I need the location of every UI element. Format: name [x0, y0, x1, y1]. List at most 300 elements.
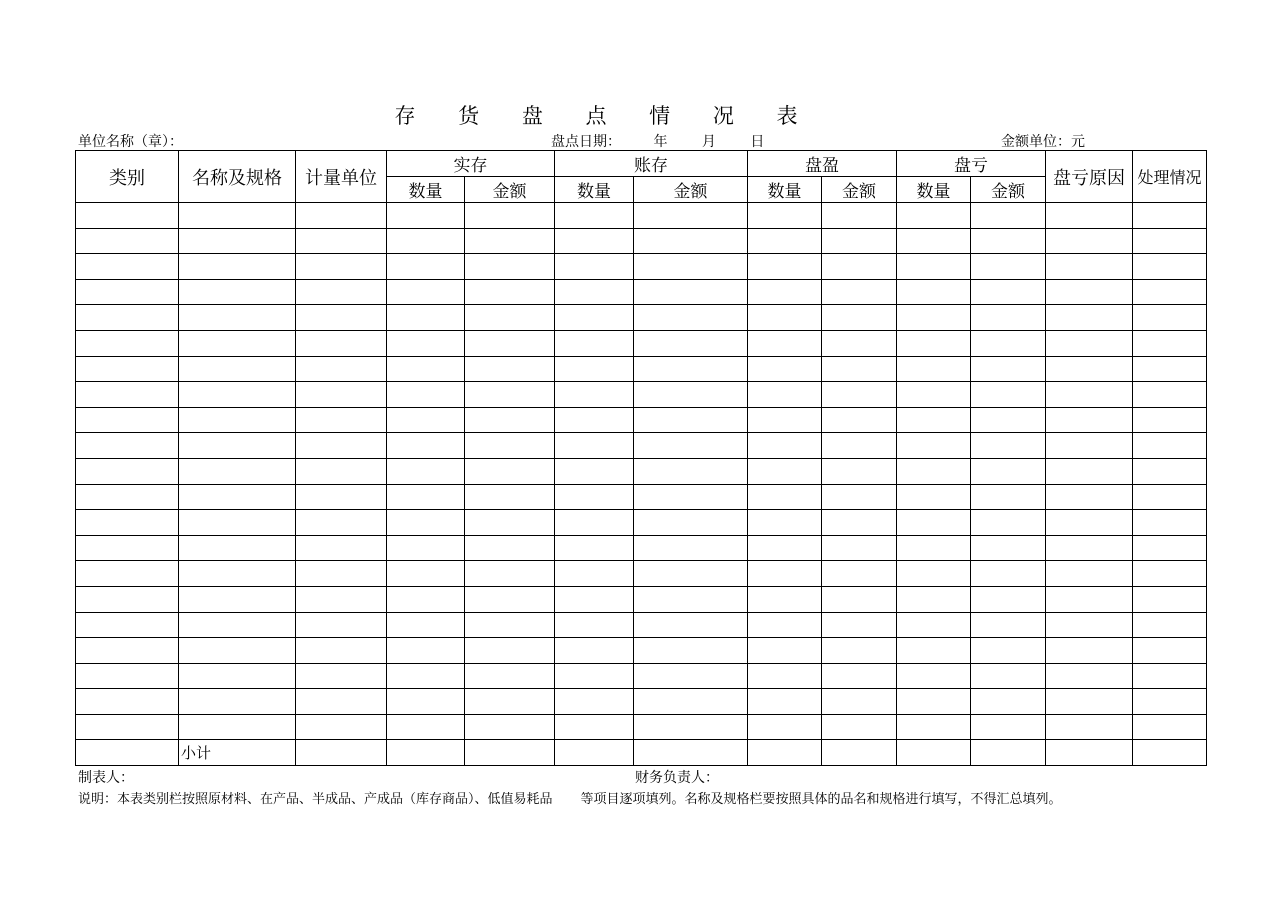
table-cell[interactable] [748, 356, 822, 382]
header-category: 类别 [76, 151, 179, 203]
table-cell[interactable] [296, 356, 387, 382]
table-cell[interactable] [296, 254, 387, 280]
table-cell[interactable] [1133, 561, 1207, 587]
table-cell[interactable] [748, 254, 822, 280]
table-cell[interactable] [76, 407, 179, 433]
table-cell[interactable] [748, 586, 822, 612]
table-cell[interactable] [179, 586, 296, 612]
table-cell[interactable] [296, 535, 387, 561]
table-cell[interactable] [296, 203, 387, 229]
table-cell[interactable] [555, 740, 634, 766]
table-cell[interactable] [296, 330, 387, 356]
table-cell[interactable] [822, 689, 897, 715]
table-cell[interactable] [465, 535, 555, 561]
table-cell[interactable] [465, 228, 555, 254]
table-cell[interactable] [76, 484, 179, 510]
table-cell[interactable] [634, 535, 748, 561]
table-cell[interactable] [465, 586, 555, 612]
table-cell[interactable] [748, 638, 822, 664]
table-cell[interactable] [465, 689, 555, 715]
table-cell[interactable] [76, 586, 179, 612]
table-cell[interactable] [822, 279, 897, 305]
table-cell[interactable] [971, 612, 1046, 638]
table-cell[interactable] [1046, 228, 1133, 254]
table-cell[interactable] [897, 663, 971, 689]
table-cell[interactable] [76, 330, 179, 356]
table-cell[interactable] [296, 433, 387, 459]
table-cell[interactable] [76, 535, 179, 561]
table-cell[interactable] [555, 638, 634, 664]
table-cell[interactable] [1133, 279, 1207, 305]
table-cell[interactable] [748, 458, 822, 484]
table-cell[interactable] [555, 510, 634, 536]
table-cell[interactable] [748, 228, 822, 254]
table-cell[interactable] [748, 740, 822, 766]
table-cell[interactable] [76, 458, 179, 484]
table-cell[interactable] [822, 433, 897, 459]
table-cell[interactable] [179, 535, 296, 561]
table-cell[interactable] [634, 433, 748, 459]
table-cell[interactable] [634, 330, 748, 356]
table-cell[interactable] [971, 663, 1046, 689]
table-cell[interactable] [387, 586, 465, 612]
table-cell[interactable] [179, 305, 296, 331]
table-cell[interactable] [634, 740, 748, 766]
table-cell[interactable] [387, 612, 465, 638]
table-cell[interactable] [1046, 561, 1133, 587]
table-cell[interactable] [76, 254, 179, 280]
table-cell[interactable] [1046, 535, 1133, 561]
header-surplus: 盘盈 [748, 151, 897, 177]
table-cell[interactable] [1133, 228, 1207, 254]
table-cell[interactable] [296, 714, 387, 740]
table-cell[interactable] [1046, 612, 1133, 638]
table-cell[interactable] [1133, 689, 1207, 715]
table-cell[interactable] [465, 254, 555, 280]
table-cell[interactable] [296, 382, 387, 408]
table-cell[interactable] [822, 714, 897, 740]
table-row [76, 382, 1207, 408]
table-cell[interactable] [555, 484, 634, 510]
table-cell[interactable] [897, 689, 971, 715]
table-cell[interactable] [897, 561, 971, 587]
table-cell[interactable] [1133, 484, 1207, 510]
note-part-1: 说明：本表类别栏按照原材料、在产品、半成品、产成品（库存商品）、低值易耗品 [78, 792, 553, 807]
table-cell[interactable] [387, 510, 465, 536]
table-cell[interactable] [634, 510, 748, 536]
table-cell[interactable] [1046, 382, 1133, 408]
table-cell[interactable] [897, 740, 971, 766]
table-cell[interactable] [555, 612, 634, 638]
table-cell[interactable] [634, 663, 748, 689]
table-cell[interactable] [897, 714, 971, 740]
table-cell[interactable] [1046, 203, 1133, 229]
table-cell[interactable] [179, 663, 296, 689]
table-cell[interactable] [465, 484, 555, 510]
table-cell[interactable] [971, 254, 1046, 280]
table-cell[interactable] [76, 689, 179, 715]
table-cell[interactable] [897, 356, 971, 382]
table-cell[interactable] [555, 561, 634, 587]
table-cell[interactable] [971, 638, 1046, 664]
table-row [76, 612, 1207, 638]
table-cell[interactable] [1133, 714, 1207, 740]
table-cell[interactable] [387, 254, 465, 280]
table-cell[interactable] [634, 612, 748, 638]
table-cell[interactable] [76, 228, 179, 254]
table-cell[interactable] [555, 330, 634, 356]
table-cell[interactable] [634, 228, 748, 254]
table-cell[interactable] [465, 714, 555, 740]
money-unit-label: 金额单位：元 [1001, 134, 1085, 150]
table-cell[interactable] [1133, 663, 1207, 689]
table-cell[interactable] [296, 407, 387, 433]
table-cell[interactable] [555, 407, 634, 433]
table-cell[interactable] [897, 330, 971, 356]
table-cell[interactable] [822, 535, 897, 561]
table-cell[interactable] [634, 458, 748, 484]
table-cell[interactable] [555, 689, 634, 715]
table-cell[interactable] [822, 305, 897, 331]
table-cell[interactable] [1133, 612, 1207, 638]
table-cell[interactable] [296, 689, 387, 715]
table-cell[interactable] [897, 254, 971, 280]
table-cell[interactable] [555, 279, 634, 305]
table-cell[interactable] [634, 305, 748, 331]
table-cell[interactable] [296, 663, 387, 689]
table-cell[interactable] [822, 382, 897, 408]
table-cell[interactable] [897, 638, 971, 664]
table-cell[interactable] [971, 305, 1046, 331]
table-cell[interactable] [555, 382, 634, 408]
table-cell[interactable] [296, 612, 387, 638]
table-cell[interactable] [76, 638, 179, 664]
table-cell[interactable] [634, 689, 748, 715]
table-cell[interactable] [387, 356, 465, 382]
table-cell[interactable] [179, 228, 296, 254]
instruction-note [78, 788, 1062, 807]
table-cell[interactable] [971, 714, 1046, 740]
table-cell[interactable] [971, 407, 1046, 433]
table-cell[interactable] [179, 689, 296, 715]
header-loss: 盘亏 [897, 151, 1046, 177]
table-cell[interactable] [296, 586, 387, 612]
table-cell[interactable] [1046, 714, 1133, 740]
maker-label: 制表人： [78, 770, 134, 786]
table-cell[interactable] [634, 638, 748, 664]
table-cell[interactable] [1046, 638, 1133, 664]
table-cell[interactable] [179, 279, 296, 305]
table-cell[interactable] [387, 279, 465, 305]
count-date [551, 131, 764, 151]
table-cell[interactable] [971, 458, 1046, 484]
header-book: 账存 [555, 151, 748, 177]
table-cell[interactable] [387, 484, 465, 510]
table-cell[interactable] [555, 535, 634, 561]
table-cell[interactable] [634, 484, 748, 510]
table-cell[interactable] [465, 433, 555, 459]
table-cell[interactable] [387, 663, 465, 689]
table-cell[interactable] [555, 586, 634, 612]
table-cell[interactable] [971, 535, 1046, 561]
table-cell[interactable] [897, 484, 971, 510]
table-cell[interactable] [1046, 689, 1133, 715]
table-cell[interactable] [971, 279, 1046, 305]
table-cell[interactable] [822, 638, 897, 664]
table-cell[interactable] [634, 382, 748, 408]
table-cell[interactable] [76, 714, 179, 740]
table-cell[interactable] [1046, 740, 1133, 766]
table-cell[interactable] [748, 279, 822, 305]
table-cell[interactable] [465, 203, 555, 229]
table-cell[interactable] [179, 458, 296, 484]
table-cell[interactable] [1133, 382, 1207, 408]
table-cell[interactable] [1133, 638, 1207, 664]
table-cell[interactable] [1046, 279, 1133, 305]
table-cell[interactable] [1133, 458, 1207, 484]
table-cell[interactable] [897, 586, 971, 612]
table-cell[interactable] [897, 228, 971, 254]
table-cell[interactable] [1046, 458, 1133, 484]
table-cell[interactable] [465, 510, 555, 536]
table-cell[interactable] [971, 740, 1046, 766]
table-cell[interactable] [465, 279, 555, 305]
table-cell[interactable] [296, 638, 387, 664]
table-cell[interactable] [748, 330, 822, 356]
table-cell[interactable] [1133, 330, 1207, 356]
table-cell[interactable] [296, 561, 387, 587]
table-cell[interactable] [465, 663, 555, 689]
table-cell[interactable] [179, 356, 296, 382]
table-cell[interactable] [971, 561, 1046, 587]
table-cell[interactable] [822, 561, 897, 587]
table-cell[interactable] [1133, 356, 1207, 382]
table-cell[interactable] [465, 561, 555, 587]
table-cell[interactable] [76, 279, 179, 305]
table-cell[interactable] [822, 510, 897, 536]
table-cell[interactable] [822, 612, 897, 638]
table-cell[interactable] [179, 484, 296, 510]
table-cell[interactable] [1046, 586, 1133, 612]
table-cell[interactable] [179, 254, 296, 280]
table-cell[interactable] [1046, 356, 1133, 382]
table-cell[interactable] [76, 203, 179, 229]
table-cell[interactable] [76, 740, 179, 766]
table-cell[interactable] [387, 407, 465, 433]
table-cell[interactable] [387, 535, 465, 561]
table-cell[interactable] [1046, 484, 1133, 510]
table-cell[interactable] [387, 561, 465, 587]
table-cell[interactable] [296, 484, 387, 510]
table-cell[interactable] [822, 203, 897, 229]
table-cell[interactable] [971, 689, 1046, 715]
table-cell[interactable] [555, 254, 634, 280]
table-cell[interactable] [179, 638, 296, 664]
table-cell[interactable] [387, 689, 465, 715]
table-cell[interactable] [748, 689, 822, 715]
table-cell[interactable] [76, 356, 179, 382]
table-cell[interactable] [634, 254, 748, 280]
table-cell[interactable] [76, 305, 179, 331]
table-cell[interactable] [1046, 330, 1133, 356]
table-cell[interactable] [897, 433, 971, 459]
table-cell[interactable] [465, 356, 555, 382]
table-cell[interactable] [387, 638, 465, 664]
table-cell[interactable] [555, 433, 634, 459]
table-cell[interactable] [748, 305, 822, 331]
table-cell[interactable] [748, 433, 822, 459]
table-cell[interactable] [822, 330, 897, 356]
table-cell[interactable] [1133, 305, 1207, 331]
table-cell[interactable] [76, 561, 179, 587]
table-cell[interactable] [634, 356, 748, 382]
table-cell[interactable] [555, 305, 634, 331]
table-cell[interactable] [465, 330, 555, 356]
table-cell[interactable] [76, 510, 179, 536]
table-cell[interactable] [179, 407, 296, 433]
table-cell[interactable] [465, 612, 555, 638]
table-cell[interactable] [179, 330, 296, 356]
table-cell[interactable] [179, 714, 296, 740]
table-cell[interactable] [296, 279, 387, 305]
table-cell[interactable] [971, 203, 1046, 229]
table-cell[interactable] [1046, 305, 1133, 331]
table-cell[interactable] [822, 228, 897, 254]
table-row [76, 228, 1207, 254]
table-cell[interactable] [1046, 407, 1133, 433]
table-cell[interactable] [748, 561, 822, 587]
table-cell[interactable] [822, 407, 897, 433]
table-cell[interactable] [387, 740, 465, 766]
table-cell[interactable] [179, 612, 296, 638]
table-cell[interactable] [897, 279, 971, 305]
table-cell[interactable] [971, 433, 1046, 459]
table-cell[interactable] [748, 535, 822, 561]
table-cell[interactable] [748, 407, 822, 433]
table-cell[interactable] [822, 663, 897, 689]
table-cell[interactable] [634, 586, 748, 612]
table-cell[interactable] [897, 203, 971, 229]
table-cell[interactable] [822, 254, 897, 280]
table-cell[interactable] [971, 510, 1046, 536]
day-label: 日 [750, 134, 765, 150]
table-cell[interactable] [897, 382, 971, 408]
table-cell[interactable] [822, 458, 897, 484]
table-cell[interactable] [296, 510, 387, 536]
table-cell[interactable] [387, 458, 465, 484]
table-cell[interactable] [387, 228, 465, 254]
table-cell[interactable] [465, 638, 555, 664]
table-body [76, 203, 1207, 766]
table-cell[interactable] [971, 484, 1046, 510]
table-cell[interactable] [748, 484, 822, 510]
table-cell[interactable] [179, 203, 296, 229]
table-cell[interactable] [1133, 203, 1207, 229]
table-cell[interactable] [822, 586, 897, 612]
table-cell[interactable] [748, 382, 822, 408]
table-cell[interactable] [76, 433, 179, 459]
table-cell[interactable] [179, 510, 296, 536]
table-cell[interactable] [1133, 254, 1207, 280]
table-cell[interactable] [971, 330, 1046, 356]
table-cell[interactable] [465, 305, 555, 331]
table-cell[interactable] [296, 740, 387, 766]
table-cell[interactable] [748, 510, 822, 536]
table-cell[interactable] [822, 484, 897, 510]
table-cell[interactable] [555, 714, 634, 740]
table-cell[interactable] [1133, 586, 1207, 612]
table-cell[interactable] [76, 382, 179, 408]
table-cell[interactable] [387, 714, 465, 740]
table-cell[interactable] [1133, 510, 1207, 536]
table-cell[interactable] [971, 586, 1046, 612]
table-cell[interactable] [971, 356, 1046, 382]
table-cell[interactable] [179, 382, 296, 408]
table-cell[interactable] [465, 458, 555, 484]
table-cell[interactable] [76, 663, 179, 689]
table-cell[interactable] [822, 356, 897, 382]
table-cell[interactable] [387, 330, 465, 356]
table-cell[interactable] [748, 612, 822, 638]
table-cell[interactable] [465, 407, 555, 433]
table-cell[interactable] [634, 279, 748, 305]
table-cell[interactable] [387, 305, 465, 331]
table-cell[interactable] [897, 535, 971, 561]
table-cell[interactable] [76, 612, 179, 638]
table-cell[interactable] [555, 663, 634, 689]
table-cell[interactable] [387, 433, 465, 459]
table-cell[interactable] [1133, 433, 1207, 459]
table-cell[interactable] [1133, 740, 1207, 766]
table-cell[interactable] [971, 382, 1046, 408]
table-cell[interactable] [634, 407, 748, 433]
table-cell[interactable] [634, 714, 748, 740]
table-cell[interactable] [555, 203, 634, 229]
table-cell[interactable] [897, 458, 971, 484]
table-cell[interactable] [748, 663, 822, 689]
table-cell[interactable] [465, 382, 555, 408]
table-cell[interactable] [296, 458, 387, 484]
table-cell[interactable] [387, 203, 465, 229]
table-cell[interactable] [748, 714, 822, 740]
table-cell[interactable] [1046, 433, 1133, 459]
table-cell[interactable] [1046, 254, 1133, 280]
table-cell[interactable] [897, 407, 971, 433]
table-cell[interactable] [179, 561, 296, 587]
table-cell[interactable] [971, 228, 1046, 254]
table-cell[interactable] [634, 203, 748, 229]
table-cell[interactable] [555, 228, 634, 254]
table-cell[interactable] [296, 305, 387, 331]
table-cell[interactable] [179, 433, 296, 459]
table-cell[interactable] [1133, 407, 1207, 433]
table-cell[interactable] [555, 356, 634, 382]
table-cell[interactable] [897, 510, 971, 536]
table-cell[interactable] [465, 740, 555, 766]
header-measure-unit: 计量单位 [296, 151, 387, 203]
table-cell[interactable] [822, 740, 897, 766]
table-cell[interactable] [555, 458, 634, 484]
table-cell[interactable] [1046, 663, 1133, 689]
table-cell[interactable] [1133, 535, 1207, 561]
table-cell[interactable] [1046, 510, 1133, 536]
table-cell[interactable] [296, 228, 387, 254]
table-cell[interactable] [387, 382, 465, 408]
table-cell[interactable] [634, 561, 748, 587]
table-cell[interactable] [897, 612, 971, 638]
table-cell[interactable] [748, 203, 822, 229]
table-cell[interactable] [897, 305, 971, 331]
